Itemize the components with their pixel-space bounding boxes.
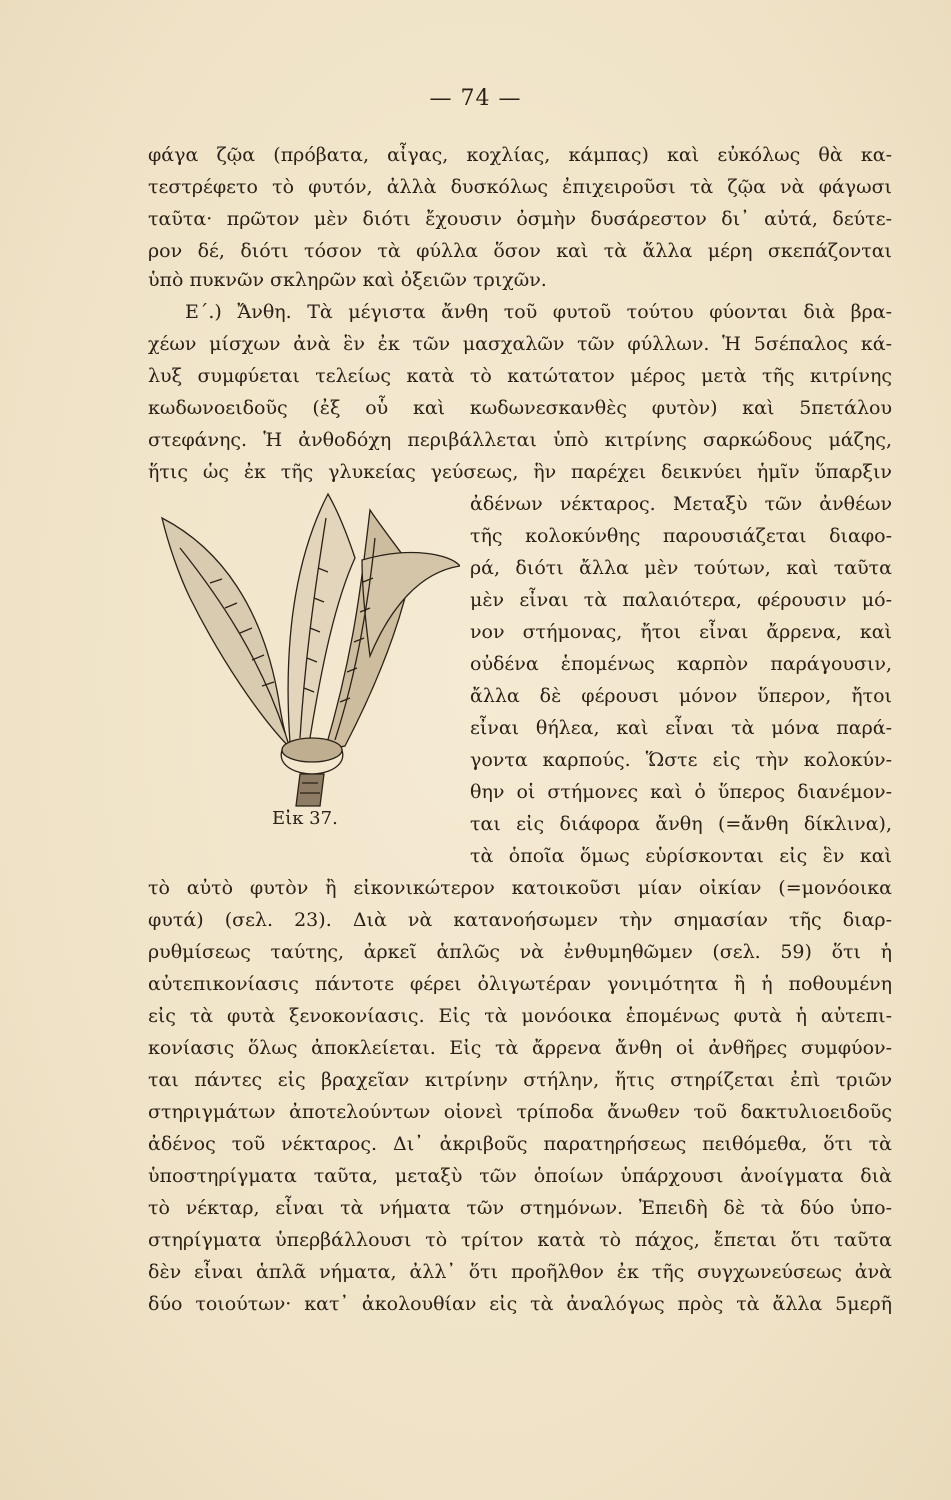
text-line: τῆς κολοκύνθης παρουσιάζεται διαφο-	[470, 525, 892, 547]
text-line: ρον δέ, διότι τόσον τὰ φύλλα ὅσον καὶ τὰ ἄλλα μέρη σκεπάζονται	[148, 240, 892, 262]
text-line: εἶναι θήλεα, καὶ εἶναι τὰ μόνα παρά-	[470, 717, 892, 739]
text-line: φυτά) (σελ. 23). Διὰ νὰ κατανοήσωμεν τὴν σημασίαν τῆς διαρ-	[148, 909, 892, 931]
text-line: νον στήμονας, ἤτοι εἶναι ἄρρενα, καὶ	[470, 621, 892, 643]
text-line: λυξ συμφύεται τελείως κατὰ τὸ κατώτατον μέρος μετὰ τῆς κιτρίνης	[148, 365, 892, 387]
text-line-section-heading: Ε΄.) Ἄνθη. Τὰ μέγιστα ἄνθη τοῦ φυτοῦ τούτου φύονται διὰ βρα-	[185, 301, 892, 323]
text-line: κωδωνοειδοῦς (ἐξ οὗ καὶ κωδωνεσκανθὲς φυτὸν) καὶ 5πετάλου	[148, 397, 892, 419]
figure-caption: Εἰκ 37.	[272, 808, 338, 829]
text-line: δύο τοιούτων· κατ᾽ ἀκολουθίαν εἰς τὰ ἀναλόγως πρὸς τὰ ἄλλα 5μερῆ	[148, 1293, 892, 1315]
text-line: ρά, διότι ἄλλα μὲν τούτων, καὶ ταῦτα	[470, 557, 892, 579]
text-line: ἄλλα δὲ φέρουσι μόνον ὕπερον, ἤτοι	[470, 685, 892, 707]
page-number: — 74 —	[429, 86, 522, 111]
text-line: στεφάνης. Ἡ ἀνθοδόχη περιβάλλεται ὑπὸ κιτρίνης σαρκώδους μάζης,	[148, 429, 892, 451]
flower-illustration	[150, 488, 460, 818]
text-line: ὑπὸ πυκνῶν σκληρῶν καὶ ὀξειῶν τριχῶν.	[148, 269, 547, 291]
text-line: κονίασις ὅλως ἀποκλείεται. Εἰς τὰ ἄρρενα ἄνθη οἱ ἀνθῆρες συμφύον-	[148, 1037, 892, 1059]
text-line: ἀδένος τοῦ νέκταρος. Δι᾽ ἀκριβοῦς παρατηρήσεως πειθόμεθα, ὅτι τὰ	[148, 1133, 892, 1155]
text-line: χέων μίσχων ἀνὰ ἓν ἐκ τῶν μασχαλῶν τῶν φύλλων. Ἡ 5σέπαλος κά-	[148, 333, 892, 355]
text-line: εἰς τὰ φυτὰ ξενοκονίασις. Εἰς τὰ μονόοικα ἑπομένως φυτὰ ἡ αὐτεπι-	[148, 1005, 892, 1027]
text-line: ται πάντες εἰς βραχεῖαν κιτρίνην στήλην, ἥτις στηρίζεται ἐπὶ τριῶν	[148, 1069, 892, 1091]
text-line: μὲν εἶναι τὰ παλαιότερα, φέρουσιν μό-	[470, 589, 892, 611]
text-line: οὐδένα ἑπομένως καρπὸν παράγουσιν,	[470, 653, 892, 675]
text-line: τὸ νέκταρ, εἶναι τὰ νήματα τῶν στημόνων. Ἐπειδὴ δὲ τὰ δύο ὑπο-	[148, 1197, 892, 1219]
text-line: φάγα ζῷα (πρόβατα, αἶγας, κοχλίας, κάμπας) καὶ εὐκόλως θὰ κα-	[148, 144, 892, 166]
text-line: στηρίγματα ὑπερβάλλουσι τὸ τρίτον κατὰ τὸ πάχος, ἔπεται ὅτι ταῦτα	[148, 1229, 892, 1251]
text-line: τεστρέφετο τὸ φυτόν, ἀλλὰ δυσκόλως ἐπιχειροῦσι τὰ ζῷα νὰ φάγωσι	[148, 176, 892, 198]
text-line: ὑποστηρίγματα ταῦτα, μεταξὺ τῶν ὁποίων ὑπάρχουσι ἀνοίγματα διὰ	[148, 1165, 892, 1187]
text-line: αὐτεπικονίασις πάντοτε φέρει ὀλιγωτέραν γονιμότητα ἢ ἡ ποθουμένη	[148, 973, 892, 995]
text-line: ται εἰς διάφορα ἄνθη (=ἄνθη δίκλινα),	[470, 813, 892, 835]
text-line: γοντα καρπούς. Ὥστε εἰς τὴν κολοκύν-	[470, 749, 892, 771]
text-line: τὸ αὐτὸ φυτὸν ἢ εἰκονικώτερον κατοικοῦσι μίαν οἰκίαν (=μονόοικα	[148, 877, 892, 899]
text-line: ἀδένων νέκταρος. Μεταξὺ τῶν ἀνθέων	[470, 493, 892, 515]
text-line: ταῦτα· πρῶτον μὲν διότι ἔχουσιν ὀσμὴν δυσάρεστον δι᾽ αὐτά, δεύτε-	[148, 208, 892, 230]
text-line: δὲν εἶναι ἁπλᾶ νήματα, ἀλλ᾽ ὅτι προῆλθον ἐκ τῆς συγχωνεύσεως ἀνὰ	[148, 1261, 892, 1283]
text-line: τὰ ὁποῖα ὅμως εὑρίσκονται εἰς ἓν καὶ	[470, 845, 892, 867]
text-line: θην οἱ στήμονες καὶ ὁ ὕπερος διανέμον-	[470, 781, 892, 803]
text-line: στηριγμάτων ἀποτελούντων οἱονεὶ τρίποδα ἄνωθεν τοῦ δακτυλιοειδοῦς	[148, 1101, 892, 1123]
text-line: ρυθμίσεως ταύτης, ἀρκεῖ ἁπλῶς νὰ ἐνθυμηθῶμεν (σελ. 59) ὅτι ἡ	[148, 941, 892, 963]
text-line: ἥτις ὡς ἐκ τῆς γλυκείας γεύσεως, ἣν παρέχει δεικνύει ἡμῖν ὕπαρξιν	[148, 461, 892, 483]
